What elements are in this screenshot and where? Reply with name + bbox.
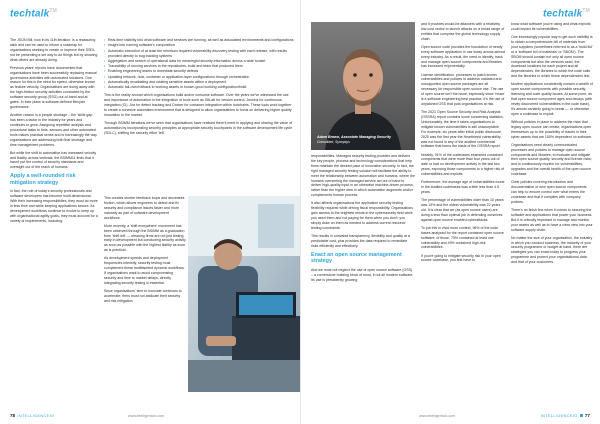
brand-tm: TM (49, 8, 58, 14)
paragraph: The percentage of vulnerabilities older than 10 years was 19% and the oldest vulnerability was 22 years old. It is clear that we (as open source users) are doing a less than optimal job in defending ourselves against open source enabled cyberattacks. (421, 198, 504, 222)
paragraph: Previous years' reports have documented that organisations have been successfully replacing manual governance activities with automated solutions. One reason for this is the need for speed, otherwise known as feature velocity. Organisations are doing away with the high-friction security activities conducted by the software security group (SSG) out-of-band and at gates. In their place is software-defined lifecycle governance. (10, 65, 97, 109)
list-item: • Enabling engineering teams to remediate security defects (104, 69, 294, 74)
paragraph: It also affords organisations the application security testing flexibility required while driving fiscal responsibility. Organisations gain access to the brightest minds in the cybersecurity field while you need them and not paying for them when you don't; you simply draw on them as needed to address current resource testing constraints. (311, 201, 414, 230)
right-footer-url (419, 413, 455, 418)
section-heading: Enact an open source management strategy (311, 251, 402, 265)
list-item: • Real-time visibility into what software and services are running, as well as associated environments and configurations (104, 38, 294, 43)
paragraph: This creates shorter feedback loops and decreases friction, which allows engineers to detect and fix security and compliance issues faster and more naturally as part of software development workflows. (104, 196, 185, 220)
right-col-2 (421, 22, 505, 398)
paragraph: Without policies in place to address the risks that legacy open source can create, organisations open themselves up to the possibility of issues in their cyber assets that are 100% dependent on software. (511, 119, 593, 139)
publication-issue: IO (49, 414, 55, 418)
list-item: • Insight into running software's composition (104, 43, 294, 48)
requirements-list (104, 38, 294, 90)
list-item: • Traceability of running services to the repositories, build and team that produced them (104, 64, 294, 69)
right-col-1 (311, 154, 415, 398)
right-page (300, 0, 600, 424)
website-url: www.intelligentcio.com (128, 414, 165, 418)
paragraph: And we must not neglect the use of open source software (OSS) – a cornerstone building block of most, if not all modern software. Its use is persistently growing (311, 267, 414, 282)
section-heading: Apply a well-rounded risk mitigation strategy (10, 173, 76, 186)
right-footer (541, 413, 590, 418)
right-col-3 (511, 22, 593, 398)
paragraph: Notably, 91% of the codebases examined contained components that were more than four years out of date or had no development activity in the last two years, exposing those components to a higher risk of vulnerabilities and exploits. (421, 152, 505, 177)
brand-logo (543, 8, 590, 19)
left-col-2-narrow (104, 196, 186, 396)
office-photo (188, 196, 300, 392)
paragraph: Open source code provides the foundation of nearly every software application in use today across almost every industry. As a result, the need to identify, track and manage open source components and libraries has increased exponentially. (421, 44, 505, 69)
paragraph: Organisations need clearly communicated processes and policies to manage open source components and libraries; to evaluate and mitigate their open source quality, security and license risks; and to continuously monitor for vulnerabilities, upgrades and the overall health of the open source codebase. (511, 142, 592, 177)
caption-name: Adam Brown, Associate Managing Security (317, 135, 391, 140)
left-col-1 (10, 38, 98, 398)
brand-tm: TM (582, 8, 590, 14)
list-item: • Automatically revalidating and rotating sensitive assets within a deployment (104, 80, 294, 85)
page-number: 78 (10, 413, 16, 418)
paragraph: One increasingly popular way to get such visibility is to obtain a comprehensive bill of materials from your suppliers (sometimes referred to as a 'build list' or a 'software bill of materials' or 'SBOM'). The SBOM should contain not only all open source components but also the versions used, the download locations for each project and all dependencies, the libraries to which the code calls and the libraries to which those dependencies link. (511, 35, 593, 79)
website-url: www.intelligentcio.com (419, 414, 456, 418)
left-col-2-top (104, 38, 294, 196)
list-item: • Automatic fail-over/rollback to working assets or known-good working configuration/build (104, 85, 294, 90)
paragraph: The 2021 Open Source Security and Risk Analysis (OSSRA) report contains some concerning statistics. Unfortunately, the time it takes organisations to mitigate known vulnerabilities is still unacceptable. For example, six years after initial public disclosure, 2020 was the first year the Heartbleed vulnerability was not found in any of the audited commercial software that forms the basis of the OSSRA report. (421, 110, 504, 149)
paragraph: But while the shift to automation has increased velocity and fluidity across verticals, the BSIMM11 finds that it hasn't put the control of security standards and oversight out of the reach of humans. (10, 150, 97, 170)
paragraph: Another reason is a people shortage – the 'skills gap' has been a factor in the industry for years and continues to grow. Assigning repetitive analysis and procedural tasks to bots, sensors and other automated tools makes practical sense and is increasingly the way organisations are addressing both that shortage and time management problems. (10, 113, 97, 147)
list-item: • Updating network, host, container or application-layer configurations through orchestration (104, 75, 294, 80)
paragraph: Since organisations' time to innovate continues to accelerate, firms must not abdicate their security and risk mitigation (104, 288, 182, 303)
paragraph: This is the reality around which organisations build and/or consume software. Over the years we've witnessed the use and importance of automation in the integration of tools such as GitLab for version control, Jenkins for continuous integration (CI), Jira for defect tracking and Docker for container integration within toolchains. These tools work together to create a cohesive automated environment that is designed to allow organisations to focus on delivering higher quality innovation to the market. (104, 93, 292, 117)
paragraph: Through BSIMM iterations we've seen that organisations have realised there's merit in applying and sharing the value of automation by incorporating security principles at appropriate security touchpoints in the software development life cycle (SDLC), shifting the security effort 'left'. (104, 120, 293, 135)
paragraph: No matter the size of your organisation, the industry in which you conduct business, the maturity of your security programme or budget at hand, there are strategies you can enact today to progress your programme and protect your organisational data and that of your customers. (511, 235, 593, 265)
paragraph: If you're going to mitigate security risk in your open source codebase, you first have to (421, 253, 501, 263)
paragraph: There's no finish line when it comes to securing the software and applications that power your business. But it is critically important to manage and monitor your assets as well as to have a clear view into your software supply chain. (511, 207, 593, 232)
publication-issue: IO (572, 414, 578, 418)
paragraph: know what software you're using and what exploits could impact its vulnerabilities. (511, 22, 591, 31)
paragraph: As development speeds and deployment frequencies intensify, security testing must complement these multifaceted dynamic workflows. If organisations want to avoid compromising security and time to market delays, directly integrating security testing is essential. (104, 256, 185, 285)
portrait-photo (311, 22, 415, 150)
paragraph: More recently, a 'shift everywhere' movement has been observed through the BSIMM as a graduation from 'shift left' — meaning firms are not just testing early in development but conducting security activity as soon as possible with the highest fidelity as soon as is practical. (104, 223, 186, 253)
paragraph: responsibilities. Managed security testing provides and delivers the key people, process and technology considerations that help firms maintain the desired pace of innovation securely. In fact, the right managed security testing solution will facilitate the ability to meet the relationship between automation and humans, where the humans overseeing the managed service act out of band to deliver high-quality input in an otherwise machine-driven process, rather than the higher view in which automation augments and/or complements human process. (311, 154, 415, 198)
end-square-icon (580, 414, 583, 417)
paragraph: License identification, processes to patch known vulnerabilities and policies to address outdated and unsupported open source packages are all necessary for responsible open source use. The use of open source isn't the issue, especially since 'reuse' is a software engineering best practice; it's the use of unpatched OSS that puts organisations at risk. (421, 72, 505, 106)
publication-name: INTELLIGENCE (17, 414, 50, 418)
left-footer (10, 413, 54, 418)
publication-name: INTELLIGENCE (540, 414, 573, 418)
paragraph: Modern applications consistently contain a wealth of open source components with possible security, licensing and code quality issues. At some point, as that open source component ages and decays (with newly discovered vulnerabilities in the code base), it's almost certainly going to break — or otherwise open a codebase to exploit. (511, 82, 593, 116)
brand-name: techtalk (542, 8, 583, 20)
paragraph: Clear policies covering introduction and documentation of new open source components can help to ensure control over what enters the codebase and that it complies with company policies. (511, 180, 587, 204)
portrait-caption (317, 135, 391, 144)
brand-name: techtalk (10, 8, 50, 20)
paragraph: This results in unrivaled transparency, flexibility and quality at a predictable cost, plus provides the data required to remediate risks efficiently and effectively. (311, 233, 410, 248)
paragraph: and it provides would-be attackers with a relatively low-cost vector to launch attacks on a broad range of entities that comprise the global technology supply chain. (421, 22, 505, 41)
caption-role: Consultant, Synopsys (317, 139, 350, 144)
left-footer-url (128, 413, 164, 418)
paragraph: To put this in vivid more context, 98% of the code bases analysed for the report contained open source software; of those, 75% contained at least one vulnerability and 49% contained high-risk vulnerabilities. (421, 225, 504, 250)
portrait-illustration (311, 22, 415, 150)
list-item: • Aggregation and search of operational data for meaningful security information across a wide toolset (104, 59, 294, 64)
paragraph: The JSON Bill, now in its 11th iteration, is a reassuring stick and can be used to inform a roadmap for organisations seeking to create or improve their SSDL not be presenting a set way to do things but by showing what others are already doing. (10, 38, 98, 62)
office-illustration (188, 196, 300, 392)
list-item: • Automatic execution of at least the minimum required vulnerability discovery testing with each release, with results provided directly to bug tracking systems (104, 49, 294, 59)
paragraph: In fact, the role of today's security professionals and software developers has become multi-dimensional. With their increasing responsibilities, they must do more in less time and while keeping applications secure. As development workflows continue to evolve to keep up with organisational agility goals, they must account for a variety of requirements, including: (10, 189, 98, 223)
paragraph: Furthermore, the average age of vulnerabilities found in the audited codebases was a little less than 4.5 years. (421, 180, 505, 195)
brand-logo (10, 8, 57, 19)
page-number: 77 (584, 413, 590, 418)
